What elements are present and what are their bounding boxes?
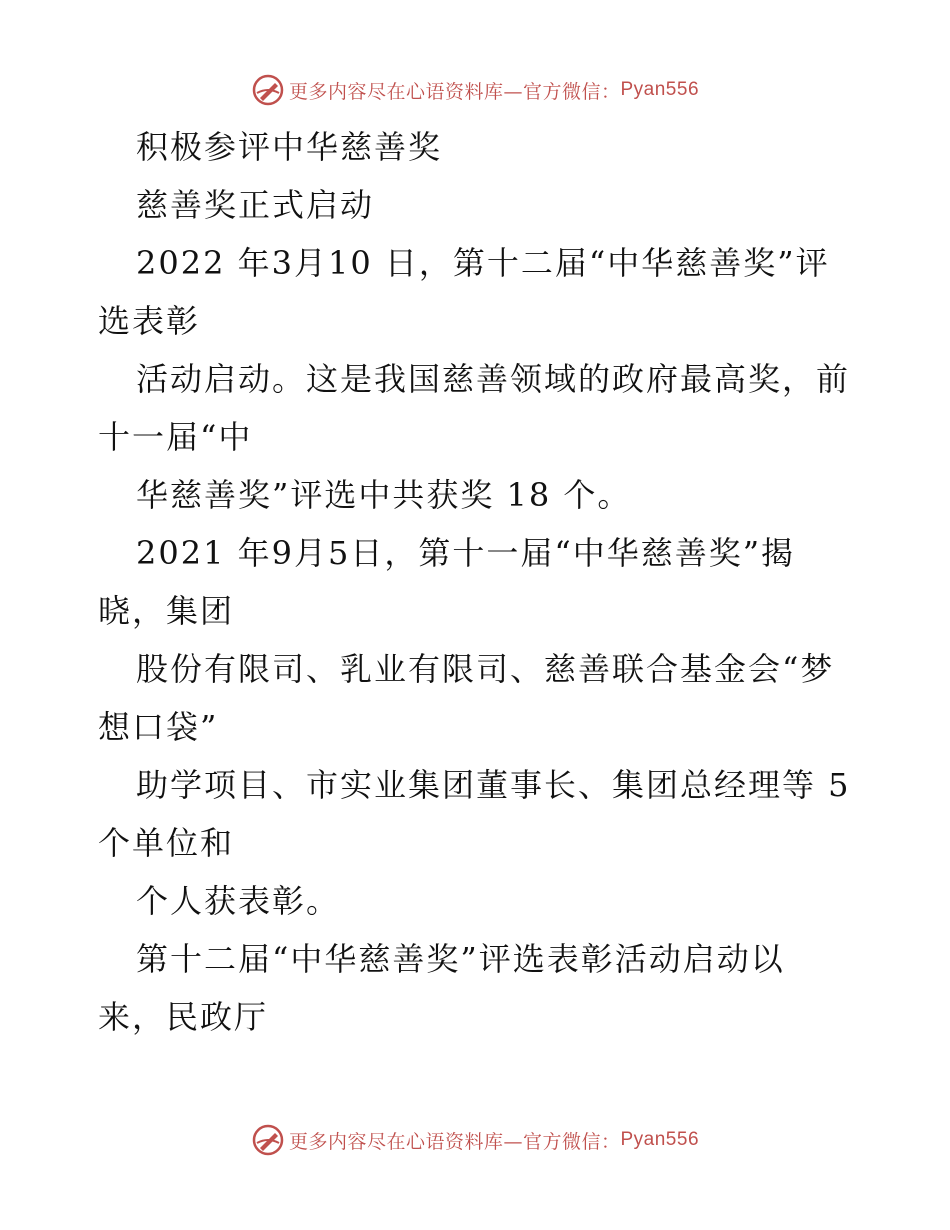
text-line: 2021 年9月5日，第十一届“中华慈善奖”揭: [136, 534, 796, 572]
pen-logo-icon: [251, 1123, 285, 1157]
text-line: 积极参评中华慈善奖: [136, 128, 443, 166]
text-line: 2022 年3月10 日，第十二届“中华慈善奖”评: [136, 244, 830, 282]
header-watermark: [0, 70, 950, 110]
text-line: 十一届“中: [98, 418, 253, 456]
text-line: 选表彰: [98, 302, 201, 340]
watermark-text: 更多内容尽在心语资料库—官方微信：: [288, 1130, 621, 1153]
text-line: 华慈善奖”评选中共获奖 18 个。: [136, 476, 632, 514]
text-line: 活动启动。这是我国慈善领域的政府最高奖，前: [136, 360, 851, 398]
footer-watermark: [0, 1120, 950, 1160]
text-line: 个单位和: [98, 824, 235, 862]
text-line: 来，民政厅: [98, 998, 269, 1036]
text-line: 助学项目、市实业集团董事长、集团总经理等 5: [136, 766, 851, 804]
text-line: 慈善奖正式启动: [136, 186, 375, 224]
text-line: 想口袋”: [98, 708, 219, 746]
pen-logo-icon: [251, 73, 285, 107]
document-body: [98, 118, 868, 1046]
text-line: 第十二届“中华慈善奖”评选表彰活动启动以: [136, 940, 785, 978]
text-line: 股份有限司、乳业有限司、慈善联合基金会“梦: [136, 650, 835, 688]
watermark-wechat-id: Pyan556: [620, 1129, 700, 1150]
watermark-text: 更多内容尽在心语资料库—官方微信：: [288, 80, 621, 103]
text-line: 个人获表彰。: [136, 882, 341, 920]
watermark-wechat-id: Pyan556: [620, 79, 700, 100]
text-line: 晓，集团: [98, 592, 235, 630]
